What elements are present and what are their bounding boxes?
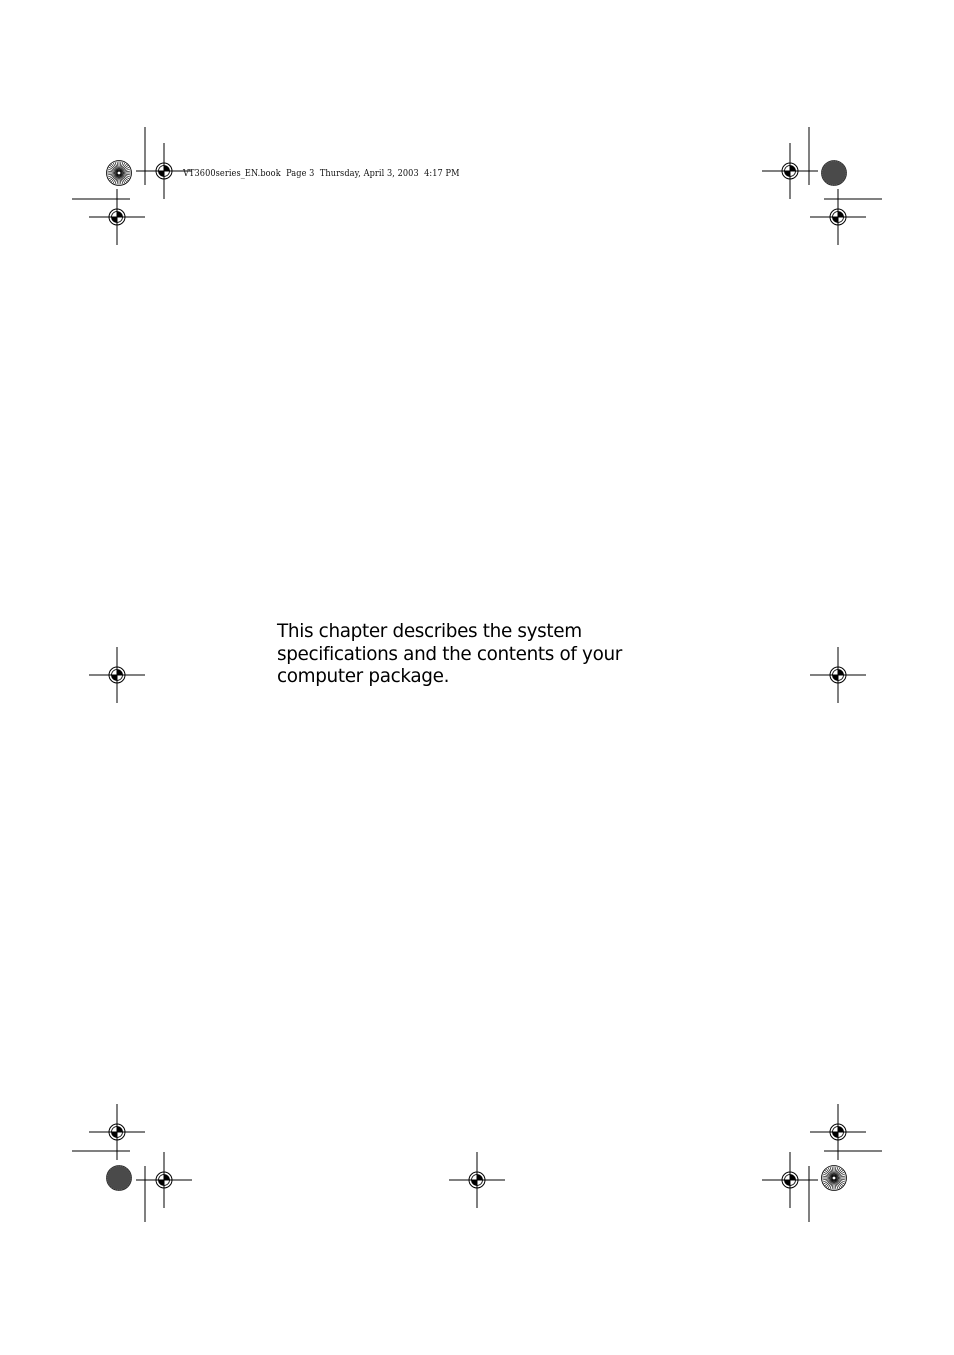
registration-mark [810, 1104, 866, 1160]
registration-mark [89, 1104, 145, 1160]
registration-mark [762, 143, 818, 199]
chapter-intro-paragraph: This chapter describes the system specifications and the contents of your computer package. [277, 621, 622, 688]
gray-target [822, 161, 847, 186]
star-target [822, 1166, 847, 1191]
registration-mark [89, 647, 145, 703]
star-target [107, 161, 132, 186]
registration-mark [89, 189, 145, 245]
gray-target [107, 1166, 132, 1191]
print-slug: VT3600series_EN.book Page 3 Thursday, April 3, 2003 4:17 PM [183, 168, 460, 179]
registration-mark [136, 1152, 192, 1208]
registration-mark [810, 189, 866, 245]
registration-mark [449, 1152, 505, 1208]
registration-mark [762, 1152, 818, 1208]
registration-mark [810, 647, 866, 703]
